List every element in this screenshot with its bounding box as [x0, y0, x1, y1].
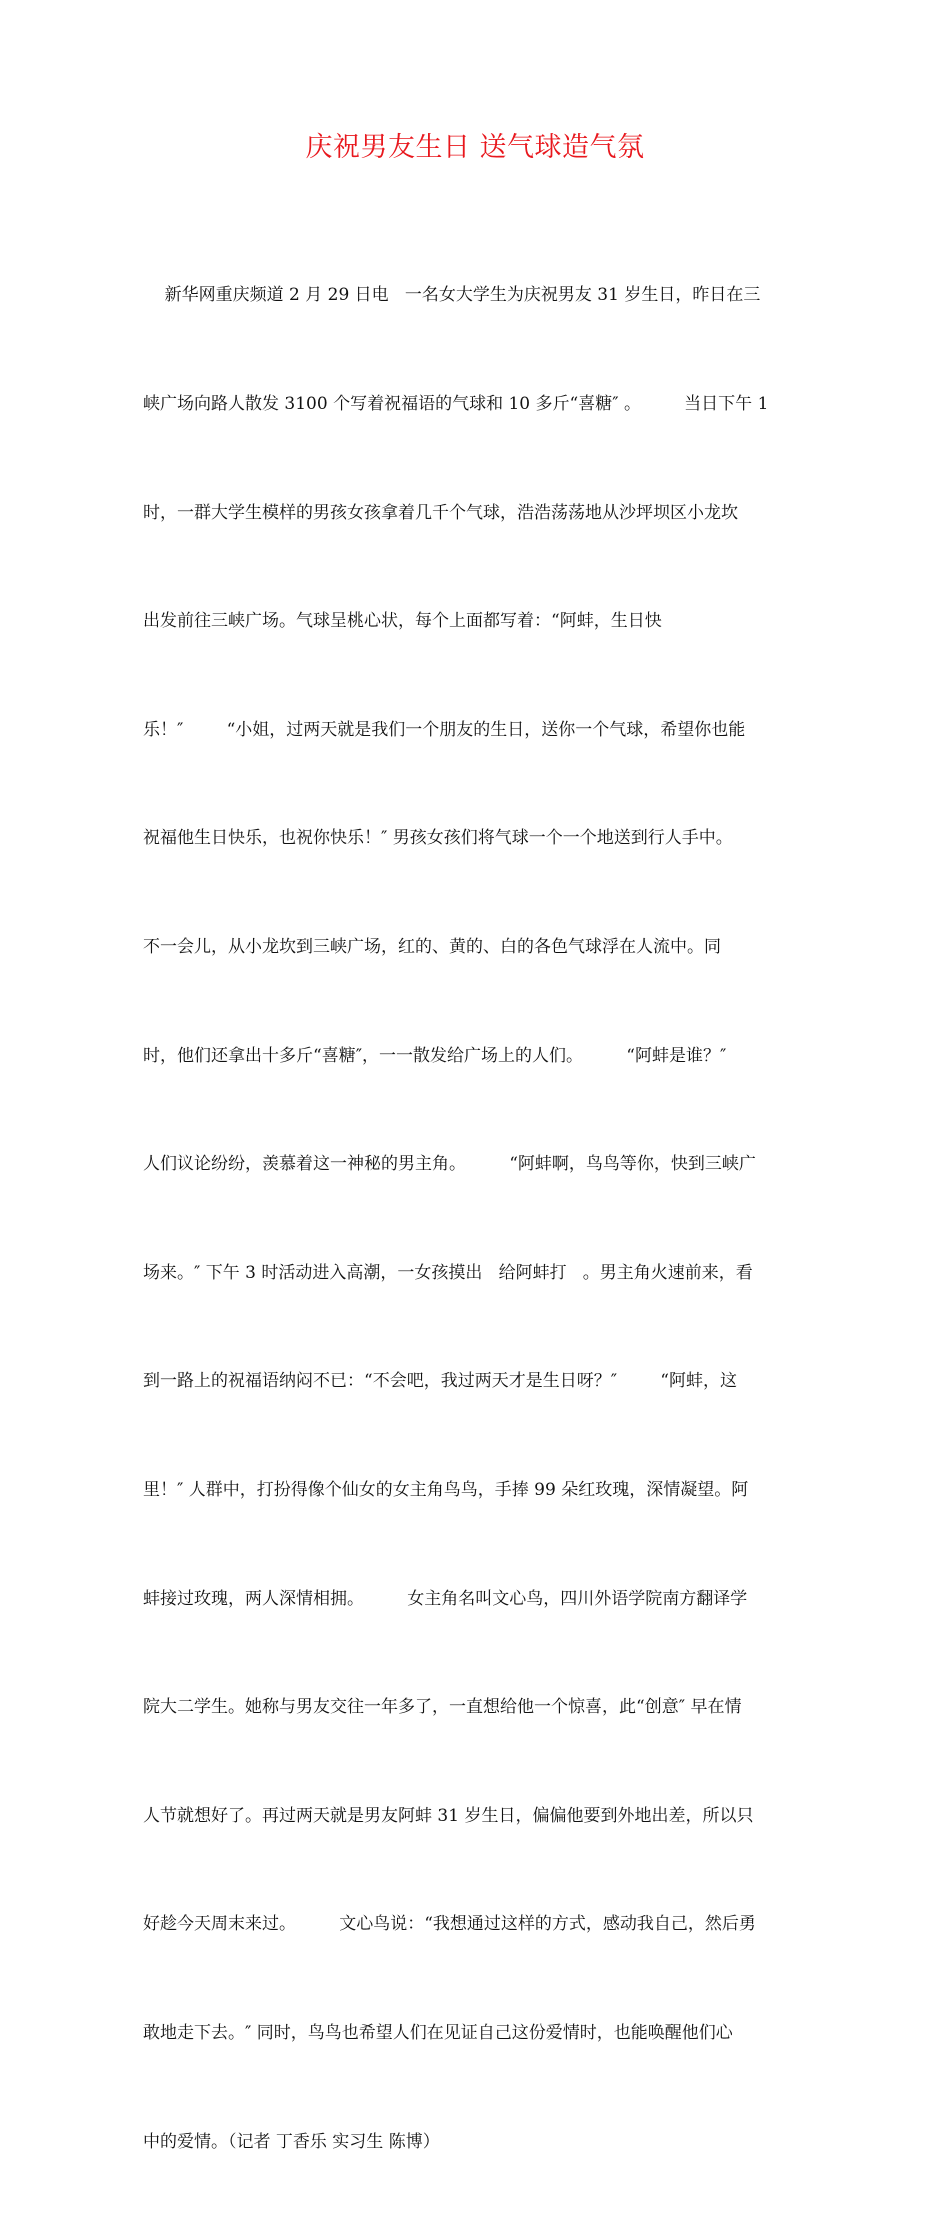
body-line: 峡广场向路人散发 3100 个写着祝福语的气球和 10 多斤“喜糖″ 。 当日下午 1 — [143, 394, 769, 414]
body-line: 到一路上的祝福语纳闷不已：“不会吧，我过两天才是生日呀？″ “阿蚌，这 — [143, 1371, 737, 1392]
body-line: 场来。″ 下午 3 时活动进入高潮，一女孩摸出 给阿蚌打 。男主角火速前来，看 — [143, 1262, 753, 1283]
article-body — [143, 205, 803, 2232]
body-line: 时，他们还拿出十多斤“喜糖″，一一散发给广场上的人们。 “阿蚌是谁？″ — [143, 1045, 727, 1066]
body-line: 中的爱情。（记者 丁香乐 实习生 陈博） — [143, 2131, 440, 2152]
body-line: 蚌接过玫瑰，两人深情相拥。 女主角名叫文心鸟，四川外语学院南方翻译学 — [143, 1588, 748, 1609]
body-line: 人节就想好了。再过两天就是男友阿蚌 31 岁生日，偏偏他要到外地出差，所以只 — [143, 1805, 754, 1826]
body-line: 人们议论纷纷，羡慕着这一神秘的男主角。 “阿蚌啊，鸟鸟等你，快到三峡广 — [143, 1154, 756, 1175]
body-line: 乐！″ “小姐，过两天就是我们一个朋友的生日，送你一个气球，希望你也能 — [143, 719, 746, 740]
body-line: 新华网重庆频道 2 月 29 日电 一名女大学生为庆祝男友 31 岁生日，昨日在三 — [143, 285, 761, 306]
body-line: 院大二学生。她称与男友交往一年多了，一直想给他一个惊喜，此“创意″ 早在情 — [143, 1697, 742, 1718]
body-line: 祝福他生日快乐，也祝你快乐！″ 男孩女孩们将气球一个一个地送到行人手中。 — [143, 828, 733, 849]
body-line: 里！″ 人群中，打扮得像个仙女的女主角鸟鸟，手捧 99 朵红玫瑰，深情凝望。阿 — [143, 1479, 749, 1500]
body-line: 好趁今天周末来过。 文心鸟说：“我想通过这样的方式，感动我自己，然后勇 — [143, 1914, 756, 1935]
body-line: 不一会儿，从小龙坎到三峡广场，红的、黄的、白的各色气球浮在人流中。同 — [143, 936, 721, 957]
body-line: 出发前往三峡广场。气球呈桃心状，每个上面都写着：“阿蚌，生日快 — [143, 611, 662, 632]
body-line: 时，一群大学生模样的男孩女孩拿着几千个气球，浩浩荡荡地从沙坪坝区小龙坎 — [143, 502, 738, 523]
body-line: 敢地走下去。″ 同时，鸟鸟也希望人们在见证自己这份爱情时，也能唤醒他们心 — [143, 2022, 733, 2043]
article-title: 庆祝男友生日 送气球造气氛 — [305, 132, 645, 163]
